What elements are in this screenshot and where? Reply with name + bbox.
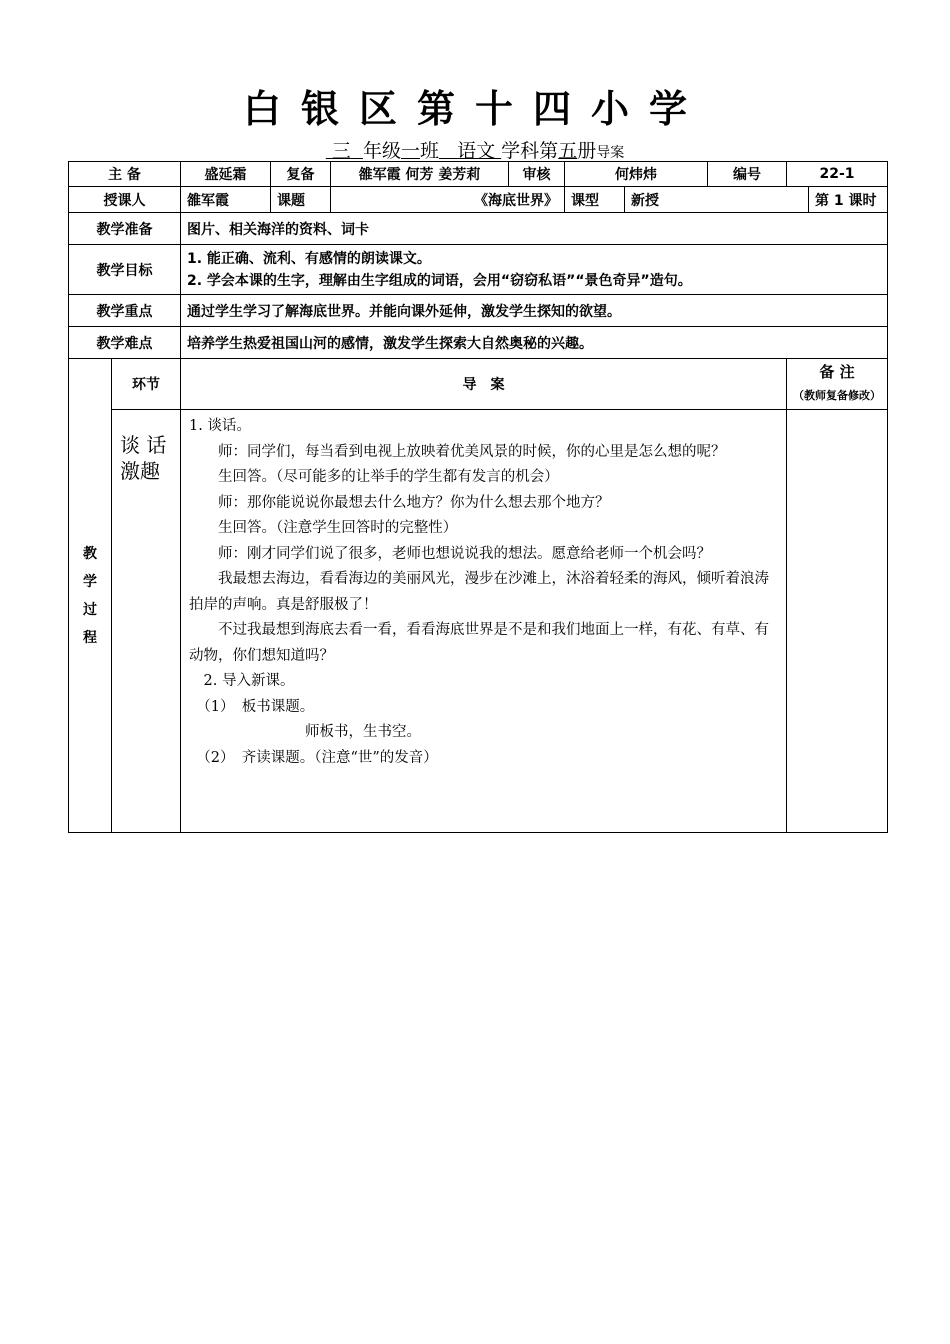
volume-label: 册 <box>577 140 597 162</box>
lesson-subtitle <box>0 136 950 163</box>
teacher-value: 雒军霞 <box>181 187 271 213</box>
guide-line: 我最想去海边，看看海边的美丽风光，漫步在沙滩上，沐浴着轻柔的海风，倾听着浪涛拍岸的声响。真是舒服极了！ <box>189 571 769 613</box>
review-label: 审核 <box>509 162 565 187</box>
doc-type: 导案 <box>596 145 625 161</box>
period-value: 第 1 课时 <box>809 187 888 213</box>
guide-line: 生回答。（注意学生回答时的完整性） <box>189 520 458 536</box>
note-title: 备 注 <box>819 363 855 381</box>
guide-line: 师板书，生书空。 <box>189 724 421 740</box>
topic-value: 《海底世界》 <box>331 187 565 213</box>
type-label: 课型 <box>565 187 625 213</box>
guide-line: （2） 齐读课题。（注意“世”的发音） <box>189 749 438 766</box>
guide-line: 师：那你能说说你最想去什么地方？你为什么想去那个地方？ <box>189 494 610 511</box>
goals-value <box>181 245 888 295</box>
difficulty-value: 培养学生热爱祖国山河的感情，激发学生探索大自然奥秘的兴趣。 <box>181 327 888 359</box>
focus-row <box>69 295 888 327</box>
difficulty-label: 教学难点 <box>69 327 181 359</box>
process-label: 教 学 过 程 <box>69 359 112 833</box>
class-label: 班 <box>419 140 439 162</box>
subject-label: 学科第 <box>501 140 559 162</box>
prep-value: 图片、相关海洋的资料、词卡 <box>181 213 888 245</box>
guide-content <box>181 410 787 833</box>
goal-item: 2. 学会本课的生字，理解由生字组成的词语，会用“窃窃私语”“景色奇异”造句。 <box>187 272 692 289</box>
focus-label: 教学重点 <box>69 295 181 327</box>
review-value: 何炜炜 <box>565 162 708 187</box>
number-label: 编号 <box>708 162 787 187</box>
lead-label: 主 备 <box>69 162 181 187</box>
note-content <box>787 410 888 833</box>
note-header <box>787 359 888 410</box>
co-label: 复备 <box>271 162 331 187</box>
volume-value: 五 <box>558 140 578 162</box>
stage-header: 环节 <box>112 359 181 410</box>
guide-line: 师：同学们，每当看到电视上放映着优美风景的时候，你的心里是怎么想的呢？ <box>189 443 726 460</box>
info-row-1 <box>69 162 888 187</box>
class-value: 一 <box>400 140 420 162</box>
goals-label: 教学目标 <box>69 245 181 295</box>
goal-item: 1. 能正确、流利、有感情的朗读课文。 <box>187 250 431 267</box>
guide-line: 2. 导入新课。 <box>189 673 295 689</box>
lead-value: 盛延霜 <box>181 162 271 187</box>
co-value: 雒军霞 何芳 姜芳莉 <box>331 162 509 187</box>
type-value: 新授 <box>625 187 809 213</box>
teacher-label: 授课人 <box>69 187 181 213</box>
guide-line: 1. 谈话。 <box>189 418 251 434</box>
process-content-row <box>69 410 888 833</box>
number-value: 22-1 <box>787 162 888 187</box>
lesson-plan-table <box>68 161 888 833</box>
process-header-row <box>69 359 888 410</box>
guide-line: 生回答。（尽可能多的让举手的学生都有发言的机会） <box>189 469 559 485</box>
topic-label: 课题 <box>271 187 331 213</box>
info-row-2 <box>69 187 888 213</box>
school-title: 白银区第十四小学 <box>242 86 707 131</box>
difficulty-row <box>69 327 888 359</box>
prep-label: 教学准备 <box>69 213 181 245</box>
note-subtitle: （教师复备修改） <box>793 389 881 402</box>
grade-value: 三 <box>331 140 351 162</box>
stage-label: 谈 话 激趣 <box>112 410 181 833</box>
guide-line: 师：刚才同学们说了很多，老师也想说说我的想法。愿意给老师一个机会吗？ <box>189 545 711 562</box>
guide-line: 不过我最想到海底去看一看，看看海底世界是不是和我们地面上一样，有花、有草、有动物，你们想知道吗？ <box>189 622 769 664</box>
focus-value: 通过学生学习了解海底世界。并能向课外延伸，激发学生探知的欲望。 <box>181 295 888 327</box>
goals-row <box>69 245 888 295</box>
guide-header: 导 案 <box>181 359 787 410</box>
grade-label: 年级 <box>362 140 401 162</box>
guide-line: （1） 板书课题。 <box>189 698 315 715</box>
subject-value: 语文 <box>457 140 496 162</box>
prep-row <box>69 213 888 245</box>
